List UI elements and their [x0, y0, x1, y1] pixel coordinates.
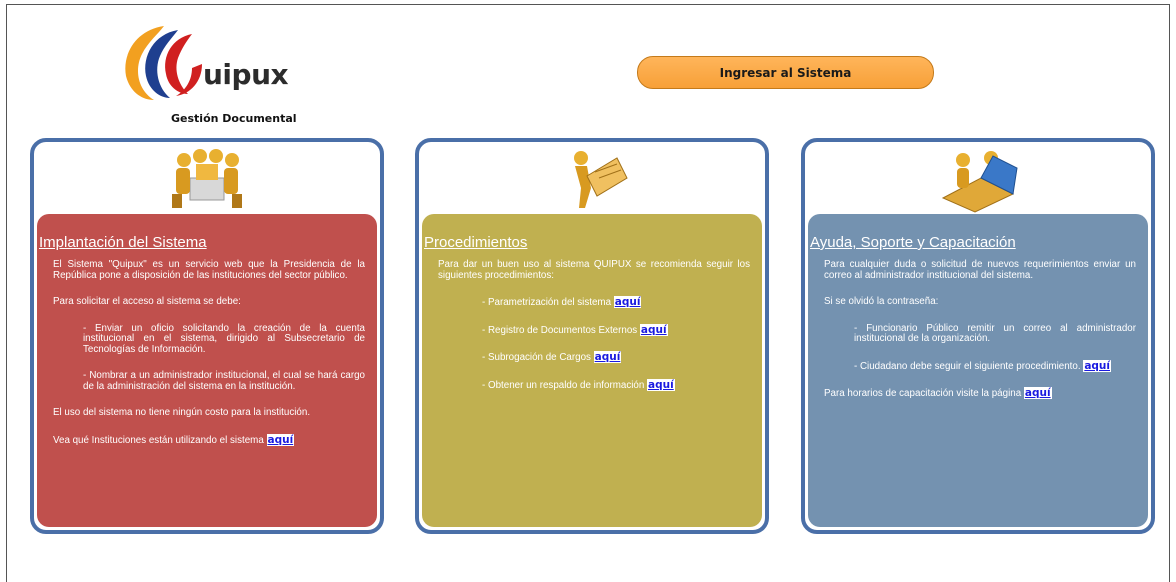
support-official: - Funcionario Público remitir un correo al administrador institucional de la organización. — [854, 322, 1136, 344]
logo-subtitle: Gestión Documental — [171, 112, 297, 125]
parametrization-link[interactable]: aquí — [614, 296, 641, 308]
backup-link[interactable]: aquí — [648, 378, 674, 391]
citizen-procedure-link[interactable]: aquí — [1084, 359, 1110, 372]
external-documents-link[interactable]: aquí — [640, 323, 667, 336]
implantation-step2: - Nombrar a un administrador institucional, el cual se hará cargo de la administración del sistema en la institución. — [83, 370, 365, 392]
logo-wordmark: uipux — [203, 58, 289, 91]
procedure-item-text: - Subrogación de Cargos — [482, 352, 591, 363]
procedure-item — [438, 352, 750, 364]
implantation-cost: El uso del sistema no tiene ningún costo para la institución. — [53, 407, 311, 418]
panel-procedures — [415, 138, 769, 534]
panel-procedures-title: Procedimientos — [424, 234, 528, 251]
procedure-item-text: - Parametrización del sistema — [482, 297, 612, 308]
implantation-intro: El Sistema "Quipux" es un servicio web que la Presidencia de la República pone a disposición de las instituciones del sector público. — [53, 259, 365, 281]
institutions-link[interactable]: aquí — [267, 433, 294, 446]
person-document-icon — [547, 148, 637, 214]
support-intro: Para cualquier duda o solicitud de nuevos requerimientos enviar un correo al administrador institucional del sistema. — [824, 259, 1136, 281]
procedure-item — [438, 380, 750, 392]
panel-support — [801, 138, 1155, 534]
subrogation-link[interactable]: aquí — [594, 351, 621, 363]
panel-implantation-title: Implantación del Sistema — [39, 234, 207, 251]
team-meeting-icon — [162, 148, 252, 214]
procedure-item-text: - Obtener un respaldo de información — [482, 379, 645, 391]
support-schedule-text: Para horarios de capacitación visite la página — [824, 388, 1022, 399]
implantation-institutions-row — [53, 435, 365, 447]
support-citizen-row — [824, 361, 1136, 373]
procedure-item-text: - Registro de Documentos Externos — [482, 324, 638, 336]
implantation-step1: - Enviar un oficio solicitando la creación de la cuenta institucional en el sistema, dirigido al Subsecretario de Tecnologías de Información. — [83, 322, 365, 355]
implantation-institutions-text: Vea qué Instituciones están utilizando el sistema — [53, 434, 264, 446]
support-forgot: Si se olvidó la contraseña: — [824, 296, 939, 307]
procedure-item — [438, 325, 750, 337]
procedures-intro: Para dar un buen uso al sistema QUIPUX se recomienda seguir los siguientes procedimientos: — [438, 259, 750, 281]
quipux-logo — [116, 20, 306, 128]
support-schedule-row — [824, 388, 1136, 400]
panel-support-body — [808, 214, 1148, 527]
logo-swirl-icon — [116, 20, 216, 110]
procedure-item — [438, 297, 750, 309]
support-laptop-icon — [933, 148, 1023, 214]
login-button[interactable]: Ingresar al Sistema — [637, 56, 934, 89]
support-citizen-text: - Ciudadano debe seguir el siguiente procedimiento. — [854, 360, 1081, 372]
panel-implantation-body — [37, 214, 377, 527]
implantation-access: Para solicitar el acceso al sistema se debe: — [53, 296, 241, 307]
panel-procedures-body — [422, 214, 762, 527]
panel-implantation — [30, 138, 384, 534]
training-schedule-link[interactable]: aquí — [1024, 387, 1051, 399]
panel-support-title: Ayuda, Soporte y Capacitación — [810, 234, 1016, 251]
